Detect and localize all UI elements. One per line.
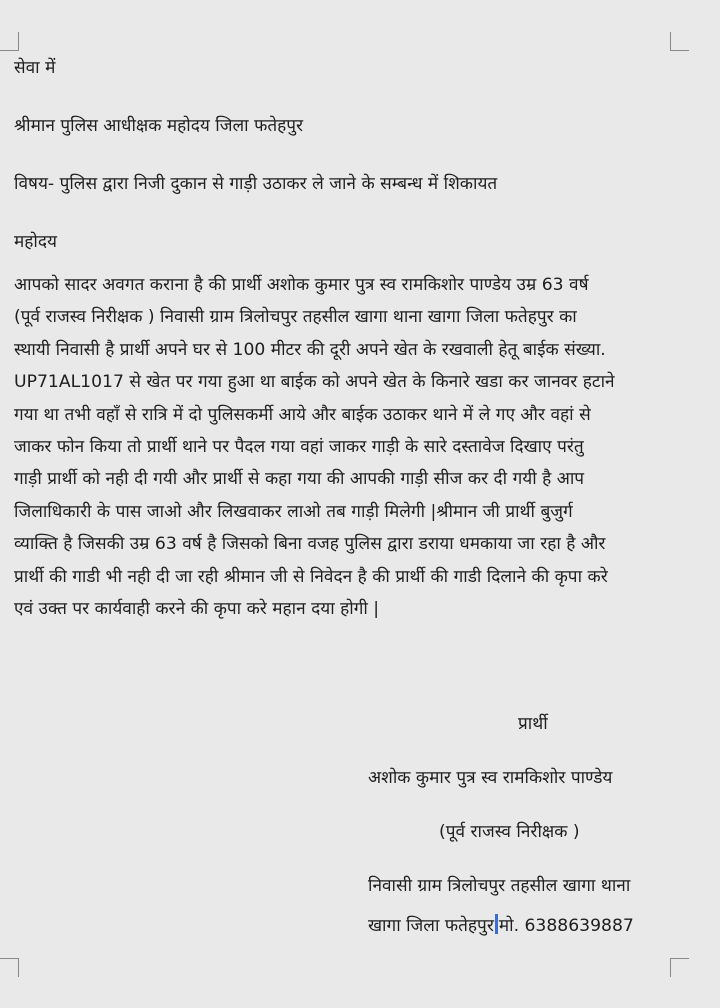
greeting: महोदय <box>14 232 57 252</box>
address-district: खागा जिला फतेहपुर <box>368 916 494 936</box>
addressee: श्रीमान पुलिस आधीक्षक महोदय जिला फतेहपुर <box>14 116 304 136</box>
signatory-name: अशोक कुमार पुत्र स्व रामकिशोर पाण्डेय <box>368 768 613 788</box>
text-cursor <box>495 914 498 934</box>
signatory-address-line2 <box>368 910 634 942</box>
body-line: स्थायी निवासी है प्रार्थी अपने घर से 100 मीटर की दूरी अपने खेत के रखवाली हेतू बाईक संख्या. <box>14 339 606 360</box>
letter-body <box>14 269 674 625</box>
body-line: UP71AL1017 से खेत पर गया हुआ था बाईक को अपने खेत के किनारे खडा कर जानवर हटाने <box>14 372 615 393</box>
body-line: व्याक्ति है जिसकी उम्र 63 वर्ष है जिसको बिना वजह पुलिस द्वारा डराया धमकाया जा रहा है और <box>14 534 606 555</box>
letter-content[interactable] <box>14 52 674 625</box>
salutation-to: सेवा में <box>14 58 56 78</box>
body-line: जिलाधिकारी के पास जाओ और लिखवाकर लाओ तब गाड़ी मिलेगी |श्रीमान जी प्रार्थी बुजुर्ग <box>14 501 573 522</box>
body-line: (पूर्व राजस्व निरीक्षक ) निवासी ग्राम त्रिलोचपुर तहसील खागा थाना खागा जिला फतेहपुर का <box>14 307 577 328</box>
page-corner-mark-top-right <box>670 32 689 51</box>
mobile-number: मो. 6388639887 <box>498 916 634 936</box>
body-line: गया था तभी वहाँ से रात्रि में दो पुलिसकर्मी आये और बाईक उठाकर थाने में ले गए और वहां से <box>14 404 591 425</box>
body-line: गाड़ी प्रार्थी को नही दी गयी और प्रार्थी से कहा गया की आपकी गाड़ी सीज कर दी गयी है आप <box>14 469 585 490</box>
body-line: जाकर फोन किया तो प्रार्थी थाने पर पैदल गया वहां जाकर गाड़ी के सारे दस्तावेज दिखाए परंतु <box>14 437 584 458</box>
body-line: एवं उक्त पर कार्यवाही करने की कृपा करे महान दया होगी | <box>14 599 380 620</box>
subject-line: विषय- पुलिस द्वारा निजी दुकान से गाड़ी उठाकर ले जाने के सम्बन्ध में शिकायत <box>14 174 498 194</box>
body-line: प्रार्थी की गाडी भी नही दी जा रही श्रीमान जी से निवेदन है की प्रार्थी की गाडी दिलाने की कृपा करे <box>14 566 608 587</box>
signatory-address-line1: निवासी ग्राम त्रिलोचपुर तहसील खागा थाना <box>368 876 631 896</box>
page-corner-mark-bottom-right <box>670 958 689 977</box>
signatory-designation: (पूर्व राजस्व निरीक्षक ) <box>439 822 580 842</box>
page-corner-mark-bottom-left <box>0 958 19 977</box>
signature-label: प्रार्थी <box>518 714 548 734</box>
page-corner-mark-top-left <box>0 32 19 51</box>
body-line: आपको सादर अवगत कराना है की प्रार्थी अशोक कुमार पुत्र स्व रामकिशोर पाण्डेय उम्र 63 वर्ष <box>14 275 589 295</box>
